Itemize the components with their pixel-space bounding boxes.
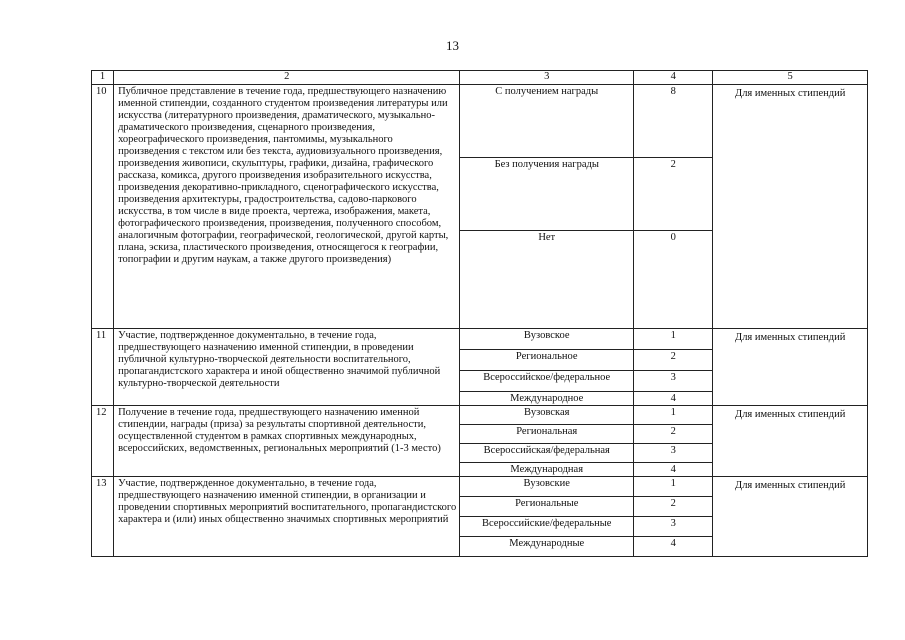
column-header: 3: [460, 71, 634, 85]
row-number: 13: [92, 477, 114, 557]
criterion-description: Участие, подтвержденное документально, в течение года, предшествующего назначению именной стипендии, в проведении публичной культурно-творческой деятельности воспитательного, пропагандистского характера и иной общественно значимой публичной культурно-творческой деятельности: [114, 329, 460, 406]
level-category: Вузовское: [460, 329, 634, 350]
points-value: 4: [634, 463, 713, 477]
row-number: 12: [92, 406, 114, 477]
level-category: Нет: [460, 231, 634, 329]
row-number: 10: [92, 85, 114, 329]
applicability-note: Для именных стипендий: [713, 329, 868, 406]
table-row: [92, 477, 868, 497]
level-category: С получением награды: [460, 85, 634, 158]
points-value: 3: [634, 371, 713, 392]
column-header: 1: [92, 71, 114, 85]
level-category: Международные: [460, 537, 634, 557]
points-value: 3: [634, 517, 713, 537]
level-category: Региональная: [460, 425, 634, 444]
level-category: Вузовская: [460, 406, 634, 425]
table-header-row: [92, 71, 868, 85]
level-category: Без получения награды: [460, 158, 634, 231]
level-category: Вузовские: [460, 477, 634, 497]
row-number: 11: [92, 329, 114, 406]
points-value: 8: [634, 85, 713, 158]
page-number: 13: [446, 38, 459, 53]
level-category: Всероссийская/федеральная: [460, 444, 634, 463]
level-category: Международная: [460, 463, 634, 477]
points-value: 0: [634, 231, 713, 329]
points-value: 4: [634, 392, 713, 406]
points-value: 3: [634, 444, 713, 463]
table-row: [92, 406, 868, 425]
table-row: [92, 329, 868, 350]
points-value: 2: [634, 425, 713, 444]
points-value: 1: [634, 406, 713, 425]
level-category: Региональные: [460, 497, 634, 517]
applicability-note: Для именных стипендий: [713, 477, 868, 557]
points-value: 2: [634, 158, 713, 231]
level-category: Региональное: [460, 350, 634, 371]
column-header: 5: [713, 71, 868, 85]
criterion-description: Участие, подтвержденное документально, в течение года, предшествующего назначению именной стипендии, в организации и проведении спортивных мероприятий воспитательного, пропагандистского характера и (или) иных общественно значимых спортивных мероприятий: [114, 477, 460, 557]
points-value: 4: [634, 537, 713, 557]
points-value: 1: [634, 477, 713, 497]
applicability-note: Для именных стипендий: [713, 85, 868, 329]
criteria-table: [91, 70, 868, 557]
level-category: Всероссийское/федеральное: [460, 371, 634, 392]
level-category: Всероссийские/федеральные: [460, 517, 634, 537]
level-category: Международное: [460, 392, 634, 406]
criterion-description: Публичное представление в течение года, предшествующего назначению именной стипендии, созданного студентом произведения литературы или искусства (литературного произведения, драматического, музыкально-драматического произведения, сценарного произведения, хореографического произведения, пантомимы, музыкального произведения с текстом или без текста, аудиовизуального произведения, произведения живописи, скульптуры, графики, дизайна, графического рассказа, комикса, другого произведения изобразительного искусства, произведения декоративно-прикладного, сценографического искусства, произведения архитектуры, градостроительства, садово-паркового искусства, в том числе в виде проекта, чертежа, изображения, макета, фотографического произведения, произведения, полученного способом, аналогичным фотографии, географической, геологической, другой карты, плана, эскиза, пластического произведения, относящегося к географии, топографии и другим наукам, а также другого произведения): [114, 85, 460, 329]
column-header: 4: [634, 71, 713, 85]
criterion-description: Получение в течение года, предшествующего назначению именной стипендии, награды (приза) за результаты спортивной деятельности, осуществленной студентом в рамках спортивных международных, всероссийских, ведомственных, региональных мероприятий (1-3 место): [114, 406, 460, 477]
points-value: 2: [634, 350, 713, 371]
table-row: [92, 85, 868, 158]
applicability-note: Для именных стипендий: [713, 406, 868, 477]
points-value: 2: [634, 497, 713, 517]
column-header: 2: [114, 71, 460, 85]
points-value: 1: [634, 329, 713, 350]
